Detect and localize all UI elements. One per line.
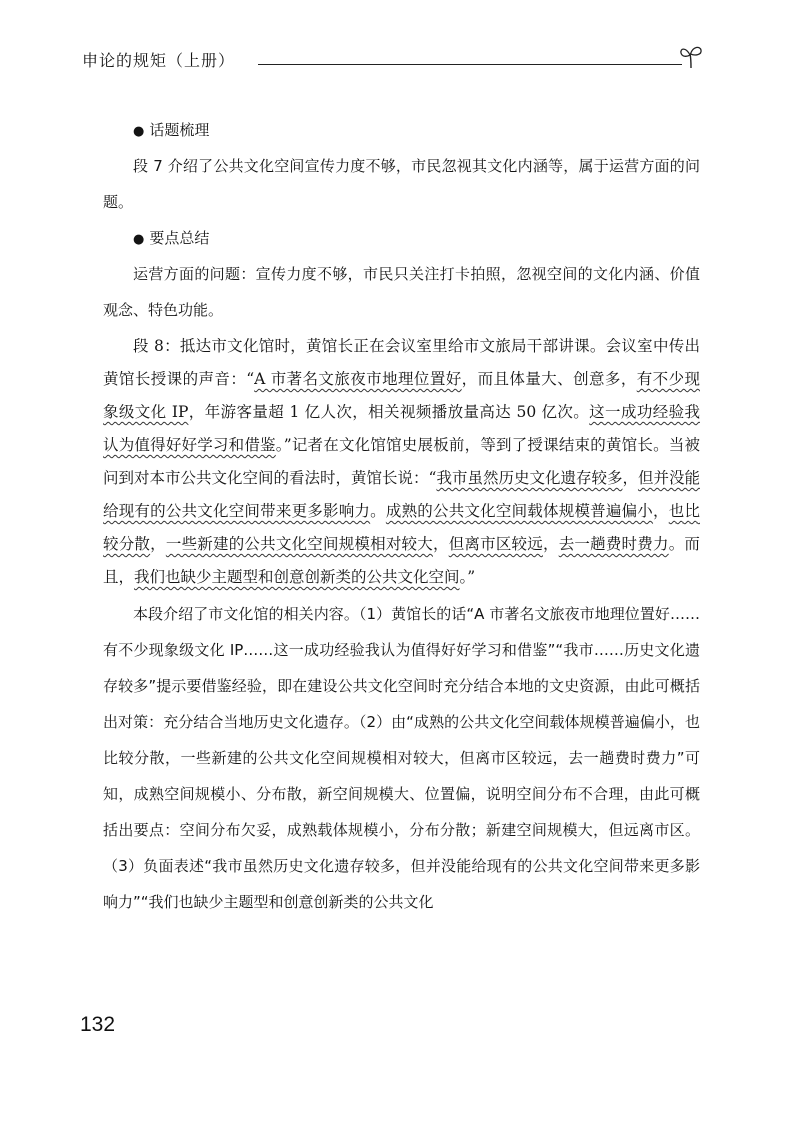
wavy-underlined-phrase: A 市著名文旅夜市地理位置好 bbox=[254, 370, 462, 388]
text-run: ，而且体量大、创意多， bbox=[461, 370, 637, 388]
running-header bbox=[82, 44, 704, 74]
text-run: ， bbox=[542, 535, 559, 553]
wavy-underlined-phrase: 也比较分散 bbox=[103, 502, 700, 553]
wavy-underlined-phrase: 但并没能给现有的公共文化空间带来更多影响力 bbox=[103, 469, 700, 520]
summary-label: 要点总结 bbox=[149, 229, 210, 247]
wavy-underlined-phrase: 我市虽然历史文化遗存较多 bbox=[436, 469, 623, 487]
summary-text: 运营方面的问题：宣传力度不够，市民只关注打卡拍照，忽视空间的文化内涵、价值观念、特色功能。 bbox=[103, 265, 700, 319]
topic-heading bbox=[133, 112, 700, 148]
text-run: 。” bbox=[459, 568, 476, 586]
wavy-underlined-phrase: 但离市区较远 bbox=[448, 535, 543, 553]
header-rule bbox=[258, 64, 682, 65]
wavy-underlined-phrase: 有不少现象级文化 IP bbox=[103, 370, 700, 421]
topic-label: 话题梳理 bbox=[149, 121, 210, 139]
source-paragraph-8 bbox=[103, 330, 700, 594]
wavy-underlined-phrase: 成熟的公共文化空间载体规模普遍偏小 bbox=[385, 502, 654, 520]
topic-text: 段 7 介绍了公共文化空间宣传力度不够，市民忽视其文化内涵等，属于运营方面的问题。 bbox=[103, 157, 700, 211]
sprout-icon bbox=[678, 44, 704, 70]
wavy-underlined-phrase: 这一成功经验我认为值得好好学习和借鉴 bbox=[103, 403, 700, 454]
page-number: 132 bbox=[80, 1013, 116, 1036]
book-title: 申论的规矩（上册） bbox=[82, 51, 236, 70]
text-run: 。 bbox=[370, 502, 386, 520]
wavy-underlined-phrase: 去一趟费时费力 bbox=[558, 535, 669, 553]
summary-heading bbox=[133, 220, 700, 256]
bullet-icon: ● bbox=[133, 232, 145, 247]
page-body bbox=[103, 112, 700, 920]
text-run: ， bbox=[653, 502, 669, 520]
text-run: ， bbox=[622, 469, 638, 487]
text-run: ，年游客量超 1 亿人次，相关视频播放量高达 50 亿次。 bbox=[188, 403, 590, 421]
wavy-underlined-phrase: 我们也缺少主题型和创意创新类的公共文化空间 bbox=[134, 568, 460, 586]
analysis-paragraph: 本段介绍了市文化馆的相关内容。（1）黄馆长的话“A 市著名文旅夜市地理位置好……有不少现象级文化 IP……这一成功经验我认为值得好好学习和借鉴”“我市……历史文化遗存较多”提示要借鉴经验，即在建设公共文化空间时充分结合本地的文史资源，由此可概括出对策：充分结合当地历史文化遗存。（2）由“成熟的公共文化空间载体规模普遍偏小，也比较分散，一些新建的公共文化空间规模相对较大，但离市区较远，去一趟费时费力”可知，成熟空间规模小、分布散，新空间规模大、位置偏，说明空间分布不合理，由此可概括出要点：空间分布欠妥，成熟载体规模小，分布分散；新建空间规模大，但远离市区。（3）负面表述“我市虽然历史文化遗存较多，但并没能给现有的公共文化空间带来更多影响力”“我们也缺少主题型和创意创新类的公共文化 bbox=[103, 605, 700, 911]
wavy-underlined-phrase: 一些新建的公共文化空间规模相对较大 bbox=[165, 535, 433, 553]
bullet-icon: ● bbox=[133, 124, 145, 139]
text-run: ， bbox=[150, 535, 166, 553]
text-run: 。而且， bbox=[103, 535, 700, 586]
text-run: ， bbox=[432, 535, 449, 553]
text-run: 。”记者在文化馆馆史展板前，等到了授课结束的黄馆长。当被问到对本市公共文化空间的看法时，黄馆长说：“ bbox=[103, 436, 700, 487]
text-run: 段 8：抵达市文化馆时，黄馆长正在会议室里给市文旅局干部讲课。会议室中传出黄馆长授课的声音：“ bbox=[103, 337, 700, 388]
